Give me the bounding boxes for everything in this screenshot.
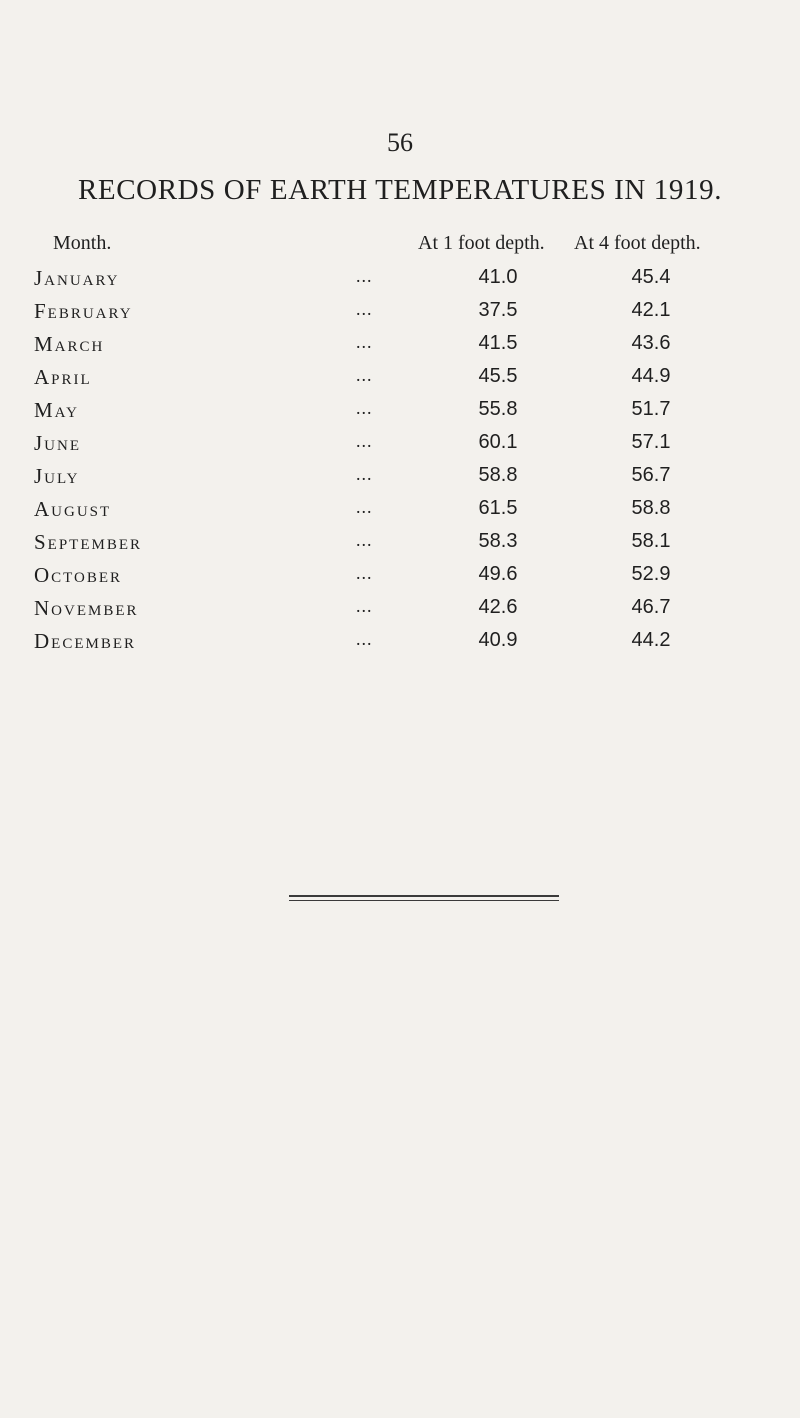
leader-dots: ... xyxy=(356,596,373,616)
depth-1ft-cell: 61.5 xyxy=(478,497,518,519)
depth-1ft-cell: 37.5 xyxy=(478,299,518,321)
table-row xyxy=(0,629,800,659)
depth-1ft-cell: 55.8 xyxy=(478,398,518,420)
column-header-month: Month. xyxy=(53,232,112,254)
depth-1ft-cell: 58.8 xyxy=(478,464,518,486)
depth-4ft-cell: 46.7 xyxy=(631,596,671,618)
depth-4ft-cell: 56.7 xyxy=(631,464,671,486)
table-row xyxy=(0,365,800,395)
month-cell: September xyxy=(34,530,143,554)
depth-1ft-cell: 45.5 xyxy=(478,365,518,387)
table-row xyxy=(0,299,800,329)
table-row xyxy=(0,464,800,494)
leader-dots: ... xyxy=(356,464,373,484)
depth-4ft-cell: 58.8 xyxy=(631,497,671,519)
leader-dots: ... xyxy=(356,332,373,352)
month-cell: August xyxy=(34,497,112,521)
leader-dots: ... xyxy=(356,497,373,517)
column-header-4ft: At 4 foot depth. xyxy=(574,232,701,254)
month-cell: November xyxy=(34,596,139,620)
leader-dots: ... xyxy=(356,299,373,319)
depth-1ft-cell: 41.0 xyxy=(478,266,518,288)
leader-dots: ... xyxy=(356,398,373,418)
month-cell: May xyxy=(34,398,79,422)
depth-4ft-cell: 42.1 xyxy=(631,299,671,321)
table-row xyxy=(0,563,800,593)
depth-4ft-cell: 57.1 xyxy=(631,431,671,453)
depth-4ft-cell: 45.4 xyxy=(631,266,671,288)
table-row xyxy=(0,596,800,626)
leader-dots: ... xyxy=(356,431,373,451)
month-cell: October xyxy=(34,563,123,587)
depth-4ft-cell: 43.6 xyxy=(631,332,671,354)
depth-1ft-cell: 60.1 xyxy=(478,431,518,453)
depth-4ft-cell: 52.9 xyxy=(631,563,671,585)
month-cell: July xyxy=(34,464,80,488)
month-cell: April xyxy=(34,365,92,389)
month-cell: December xyxy=(34,629,137,653)
month-cell: January xyxy=(34,266,120,290)
closing-rule-thin xyxy=(289,900,559,901)
leader-dots: ... xyxy=(356,563,373,583)
month-cell: June xyxy=(34,431,81,455)
leader-dots: ... xyxy=(356,365,373,385)
table-row xyxy=(0,431,800,461)
depth-1ft-cell: 49.6 xyxy=(478,563,518,585)
table-row xyxy=(0,266,800,296)
depth-4ft-cell: 44.9 xyxy=(631,365,671,387)
leader-dots: ... xyxy=(356,530,373,550)
month-cell: March xyxy=(34,332,105,356)
depth-1ft-cell: 40.9 xyxy=(478,629,518,651)
leader-dots: ... xyxy=(356,266,373,286)
column-header-1ft: At 1 foot depth. xyxy=(418,232,545,254)
depth-4ft-cell: 44.2 xyxy=(631,629,671,651)
leader-dots: ... xyxy=(356,629,373,649)
depth-4ft-cell: 58.1 xyxy=(631,530,671,552)
month-cell: February xyxy=(34,299,133,323)
depth-1ft-cell: 42.6 xyxy=(478,596,518,618)
table-row xyxy=(0,497,800,527)
table-row xyxy=(0,530,800,560)
page-title: RECORDS OF EARTH TEMPERATURES IN 1919. xyxy=(77,174,723,206)
depth-4ft-cell: 51.7 xyxy=(631,398,671,420)
depth-1ft-cell: 41.5 xyxy=(478,332,518,354)
table-row xyxy=(0,332,800,362)
page-number: 56 xyxy=(387,128,413,157)
closing-rule xyxy=(289,895,559,897)
table-row xyxy=(0,398,800,428)
depth-1ft-cell: 58.3 xyxy=(478,530,518,552)
